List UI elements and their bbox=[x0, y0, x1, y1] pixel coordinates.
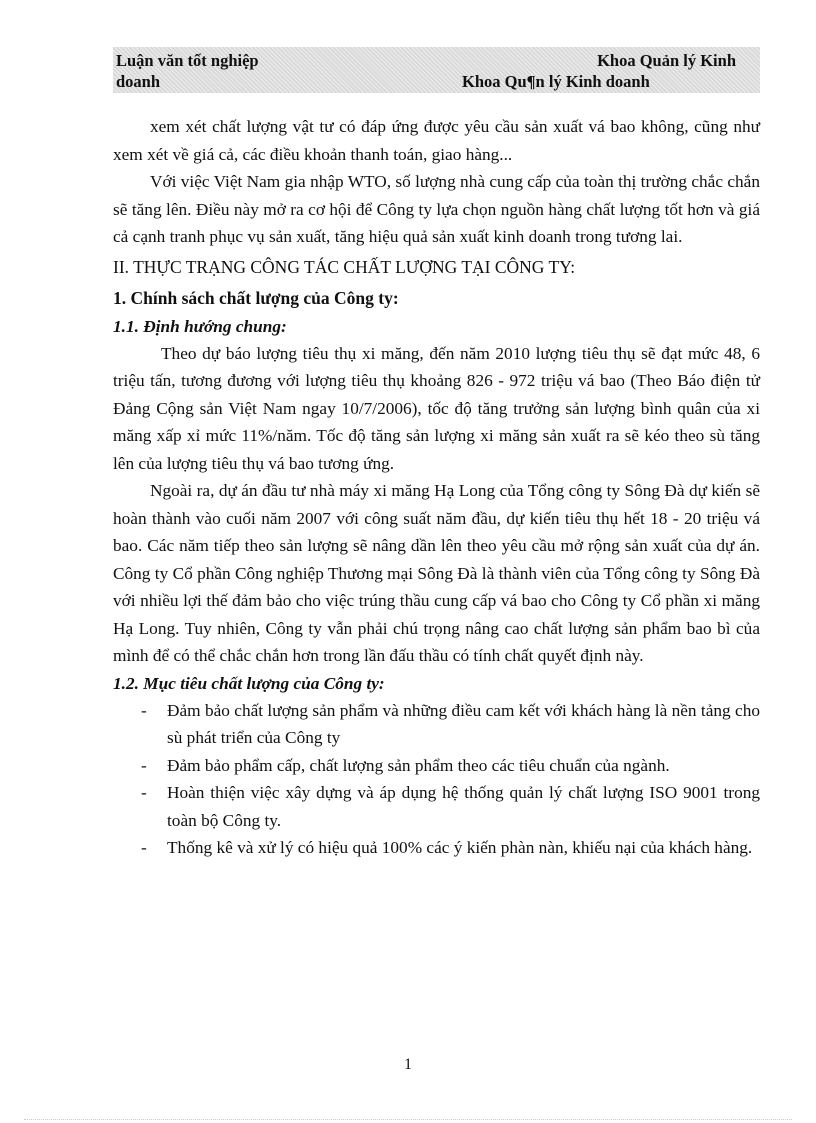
list-item-text: Hoàn thiện việc xây dựng và áp dụng hệ thống quản lý chất lượng ISO 9001 trong toàn bộ Công ty. bbox=[167, 783, 760, 830]
list-item-text: Thống kê và xử lý có hiệu quả 100% các ý kiến phàn nàn, khiếu nại của khách hàng. bbox=[167, 838, 753, 857]
page-number: 1 bbox=[404, 1056, 412, 1073]
list-item-text: Đảm bảo phẩm cấp, chất lượng sản phẩm theo các tiêu chuẩn của ngành. bbox=[167, 755, 670, 775]
page-bottom-rule bbox=[24, 1119, 792, 1120]
list-item bbox=[113, 752, 760, 780]
quality-objectives-list bbox=[113, 697, 760, 862]
dash-bullet: - bbox=[141, 700, 147, 720]
page-header bbox=[113, 47, 760, 93]
paragraph-ha-long-project: Ngoài ra, dự án đầu tư nhà máy xi măng Hạ Long của Tổng công ty Sông Đà dự kiến sẽ hoàn thành vào cuối năm 2007 với công suất năm đầu, dự kiến tiêu thụ hết 18 - 20 triệu vá bao. Các năm tiếp theo sản lượng sẽ nâng dần lên theo yêu cầu mở rộng sản xuất của dự án. Công ty Cổ phần Công nghiệp Thương mại Sông Đà là thành viên của Tổng công ty Sông Đà với nhiều lợi thế đảm bảo cho việc trúng thầu cung cấp vá bao cho Công ty Cổ phần xi măng Hạ Long. Tuy nhiên, Công ty vẫn phải chú trọng nâng cao chất lượng sản phẩm bao bì của mình để có thể chắc chắn hơn trong lần đấu thầu có tính chất quyết định này. bbox=[113, 481, 760, 665]
list-item bbox=[113, 697, 760, 752]
paragraph-consumption-forecast: Theo dự báo lượng tiêu thụ xi măng, đến năm 2010 lượng tiêu thụ sẽ đạt mức 48, 6 triệu tấn, tương đương với lượng tiêu thụ khoảng 826 - 972 triệu vá bao (Theo Báo điện tử Đảng Cộng sản Việt Nam ngay 10/7/2006), tốc độ tăng trưởng sản lượng bình quân của xi măng xấp xỉ mức 11%/năm. Tốc độ tăng sản lượng xi măng sản xuất ra sẽ kéo theo sù tăng lên của lượng tiêu thụ vá bao tương ứng. bbox=[113, 343, 760, 473]
dash-bullet: - bbox=[141, 783, 147, 802]
dash-bullet: - bbox=[141, 838, 147, 857]
dash-bullet: - bbox=[141, 755, 147, 775]
subsub-title-general-direction: 1.1. Định hướng chung: bbox=[113, 316, 287, 336]
header-thesis-label-continued: doanh bbox=[116, 72, 161, 91]
subsub-title-quality-objectives: 1.2. Mục tiêu chất lượng của Công ty: bbox=[113, 673, 385, 693]
section-title: II. THỰC TRẠNG CÔNG TÁC CHẤT LƯỢNG TẠI CÔNG TY: bbox=[113, 256, 576, 277]
subsection-title: 1. Chính sách chất lượng của Công ty: bbox=[113, 287, 399, 308]
list-item-text: Đảm bảo chất lượng sản phẩm và những điều cam kết với khách hàng là nền tảng cho sù phát triển của Công ty bbox=[167, 700, 760, 747]
header-faculty-label: Khoa Quản lý Kinh bbox=[597, 51, 736, 70]
header-faculty-label-full: Khoa Qu¶n lý Kinh doanh bbox=[462, 72, 650, 91]
paragraph-wto: Với việc Việt Nam gia nhập WTO, số lượng nhà cung cấp của toàn thị trường chắc chắn sẽ tăng lên. Điều này mở ra cơ hội để Công ty lựa chọn nguồn hàng chất lượng tốt hơn và giá cả cạnh tranh phục vụ sản xuất, tăng hiệu quả sản xuất kinh doanh trong tương lai. bbox=[113, 172, 760, 246]
list-item bbox=[113, 779, 760, 834]
paragraph-supplier-review: xem xét chất lượng vật tư có đáp ứng được yêu cầu sản xuất vá bao không, cũng như xem xét về giá cả, các điều khoản thanh toán, giao hàng... bbox=[113, 117, 760, 164]
header-thesis-label: Luận văn tốt nghiệp bbox=[116, 51, 259, 70]
list-item bbox=[113, 834, 760, 862]
document-body bbox=[113, 113, 760, 862]
